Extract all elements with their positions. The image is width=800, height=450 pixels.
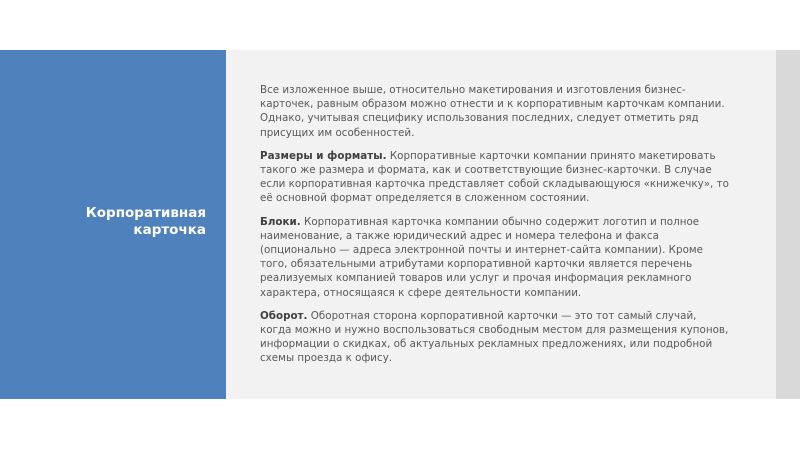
paragraph-intro: [260, 83, 730, 140]
paragraph-sizes-text: Корпоративные карточки компании принято макетировать такого же размера и формата, как и соответствующие бизнес-карточки. В случае если корпоративная карточка представляет собой складывающуюся «книжечку», то её основной формат определяется в сложенном состоянии.: [260, 149, 729, 205]
paragraph-blocks-heading: Блоки.: [260, 215, 301, 228]
paragraph-reverse: [260, 309, 730, 366]
title-panel: [0, 50, 226, 399]
paragraph-sizes-heading: Размеры и форматы.: [260, 149, 387, 162]
paragraph-sizes: [260, 149, 730, 206]
paragraph-reverse-heading: Оборот.: [260, 309, 308, 322]
paragraph-intro-text: Все изложенное выше, относительно макетирования и изготовления бизнес-карточек, равным образом можно отнести и к корпоративным карточкам компании. Однако, учитывая специфику использования последних, следует отметить ряд присущих им особенностей.: [260, 84, 725, 139]
scroll-strip: [776, 50, 800, 399]
slide-content: [260, 83, 730, 375]
paragraph-blocks: [260, 215, 730, 300]
paragraph-reverse-text: Оборотная сторона корпоративной карточки — это тот самый случай, когда можно и нужно воспользоваться свободным местом для размещения купонов, информации о скидках, об актуальных рекламных предложениях, или подробной схемы проезда к офису.: [260, 309, 729, 365]
slide-title: Корпоративная карточка: [85, 205, 206, 238]
paragraph-blocks-text: Корпоративная карточка компании обычно содержит логотип и полное наименование, а также юридический адрес и номера телефона и факса (опционально — адреса электронной почты и интернет-сайта компании). Кроме того, обязательными атрибутами корпоративной карточки является перечень реализуемых компанией товаров или услуг и прочая информация рекламного характера, относящаяся к сфере деятельности компании.: [260, 215, 704, 299]
